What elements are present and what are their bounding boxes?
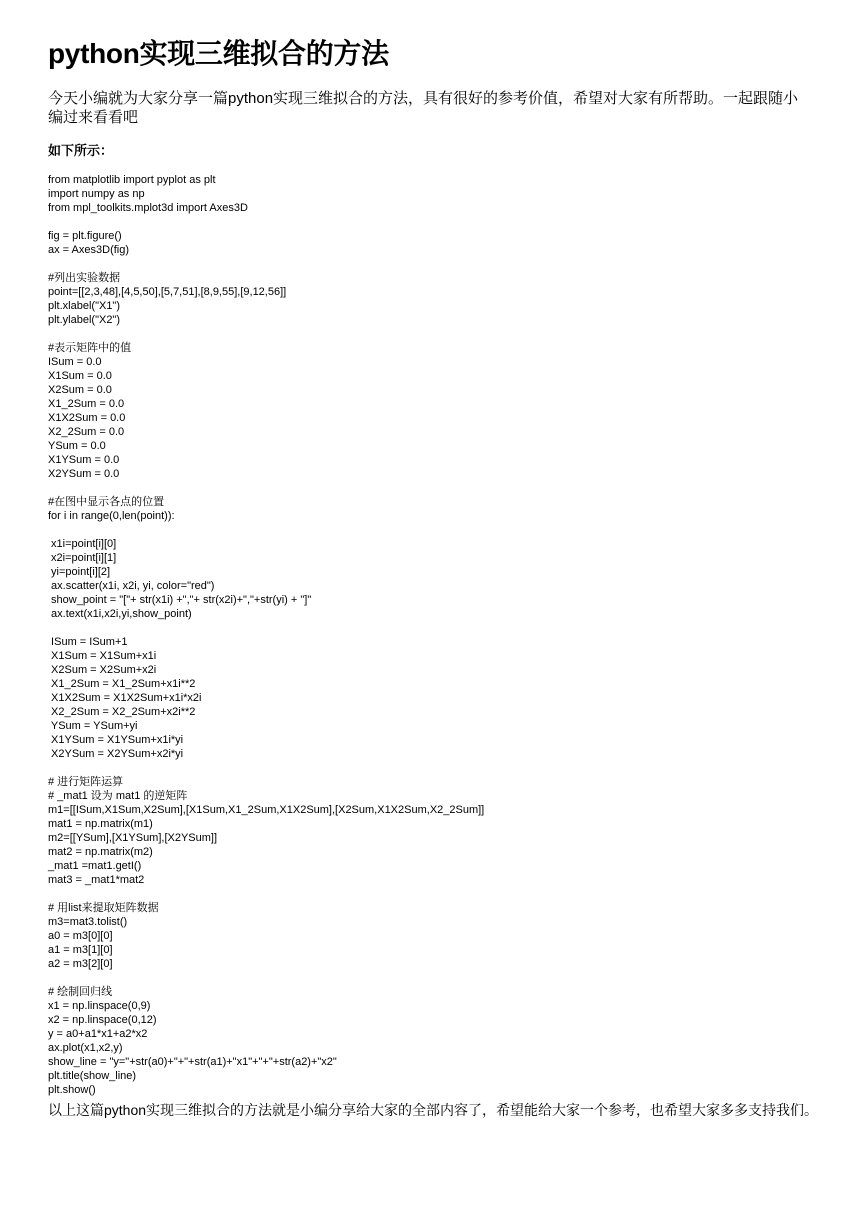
code-lead-in: 如下所示： [48, 143, 114, 158]
page-title: python实现三维拟合的方法 [48, 38, 389, 69]
code-block: from matplotlib import pyplot as plt import numpy as np from mpl_toolkits.mplot3d import Axes3D fig = plt.figure() ax = Axes3D(fig) #列出实验数据 point=[[2,3,48],[4,5,50],[5,7,51],[8,9,55],[9,12,56]] plt.xlabel("X1") plt.ylabel("X2") #表示矩阵中的值 ISum = 0.0 X1Sum = 0.0 X2Sum = 0.0 X1_2Sum = 0.0 X1X2Sum = 0.0 X2_2Sum = 0.0 YSum = 0.0 X1YSum = 0.0 X2YSum = 0.0 #在图中显示各点的位置 for i in range(0,len(point)): x1i=point[i][0] x2i=point[i][1] yi=point[i][2] ax.scatter(x1i, x2i, yi, color="red") show_point = "["+ str(x1i) +","+ str(x2i)+","+str(yi) + "]" ax.text(x1i,x2i,yi,show_point) ISum = ISum+1 X1Sum = X1Sum+x1i X2Sum = X2Sum+x2i X1_2Sum = X1_2Sum+x1i**2 X1X2Sum = X1X2Sum+x1i*x2i X2_2Sum = X2_2Sum+x2i**2 YSum = YSum+yi X1YSum = X1YSum+x1i*yi X2YSum = X2YSum+x2i*yi # 进行矩阵运算 # _mat1 设为 mat1 的逆矩阵 m1=[[ISum,X1Sum,X2Sum],[X1Sum,X1_2Sum,X1X2Sum],[X2Sum,X1X2Sum,X2_2Sum]] mat1 = np.matrix(m1) m2=[[YSum],[X1YSum],[X2YSum]] mat2 = np.matrix(m2) _mat1 =mat1.getI() mat3 = _mat1*mat2 # 用list来提取矩阵数据 m3=mat3.tolist() a0 = m3[0][0] a1 = m3[1][0] a2 = m3[2][0] # 绘制回归线 x1 = np.linspace(0,9) x2 = np.linspace(0,12) y = a0+a1*x1+a2*x2 ax.plot(x1,x2,y) show_line = "y="+str(a0)+"+"+str(a1)+"x1"+"+"+str(a2)+"x2" plt.title(show_line) plt.show() [48, 174, 485, 1096]
closing-paragraph: 以上这篇python实现三维拟合的方法就是小编分享给大家的全部内容了，希望能给大家一个参考，也希望大家多多支持我们。 [48, 1102, 819, 1118]
article [48, 34, 823, 1120]
intro-paragraph: 今天小编就为大家分享一篇python实现三维拟合的方法，具有很好的参考价值，希望对大家有所帮助。一起跟随小编过来看看吧 [48, 90, 799, 126]
